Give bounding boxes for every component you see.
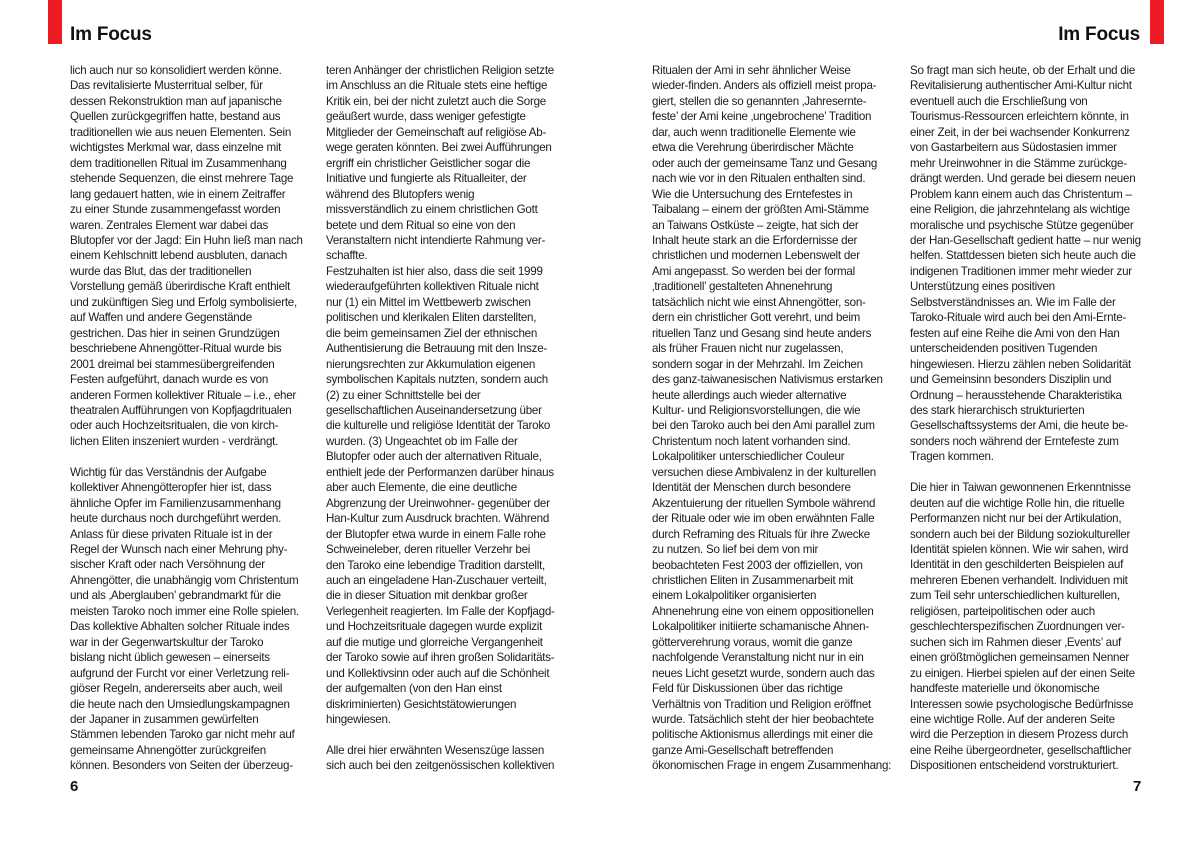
left-page-header: Im Focus bbox=[70, 24, 152, 45]
column-1 bbox=[70, 63, 310, 774]
right-accent-bar bbox=[1150, 0, 1164, 44]
column-4 bbox=[910, 63, 1155, 774]
left-accent-bar bbox=[48, 0, 62, 44]
paragraph: Ritualen der Ami in sehr ähnlicher Weise wieder-finden. Anders als offiziell meist propa- giert, stellen die so genannten ‚Jahresernte- feste’ der Ami keine ‚ungebrochene’ Tradition dar, auch wenn traditionelle Elemente wie etwa die Verehrung überirdischer Mächte oder auch der gemeinsame Tanz und Gesang nach wie vor in den Ritualen enthalten sind. Wie die Untersuchung des Erntefestes in Taibalang – einem der größten Ami-Stämme an Taiwans Ostküste – zeigte, hat sich der Inhalt heute stark an die Erfordernisse der christlichen und modernen Lebenswelt der Ami angepasst. So werden bei der formal ‚traditionell’ gestalteten Ahnenehrung tatsächlich nicht wie einst Ahnengötter, son- dern ein christlicher Gott verehrt, und beim rituellen Tanz und Gesang sind heute anders als früher Frauen nicht nur zugelassen, sondern sogar in der Mehrzahl. Im Zeichen des ganz-taiwanesischen Nativismus erstarken heute allerdings auch wieder alternative Kultur- und Religionsvorstellungen, die wie bei den Taroko auch bei den Ami parallel zum Christentum noch latent vorhanden sind. Lokalpolitiker unterschiedlicher Couleur versuchen diese Ambivalenz in der kulturellen Identität der Menschen durch besondere Akzentuierung der rituellen Symbole während der Rituale oder wie im oben erwähnten Falle durch Reframing des Rituals für ihre Zwecke zu nutzen. So lief bei dem von mir beobachteten Fest 2003 der offiziellen, von christlichen Eliten in Zusammenarbeit mit einem Lokalpolitiker organisierten Ahnenehrung eine von einem oppositionellen Lokalpolitiker initiierte schamanische Ahnen- götterverehrung voraus, womit die ganze nachfolgende Veranstaltung nicht nur in ein neues Licht gesetzt wurde, sondern auch das Feld für Diskussionen über das richtige Verhältnis von Tradition und Religion eröffnet wurde. Tatsächlich steht der hier beobachtete politische Aktionismus allerdings mit einer die ganze Ami-Gesellschaft betreffenden ökonomischen Frage in engem Zusammenhang: bbox=[652, 64, 892, 773]
paragraph: lich auch nur so konsolidiert werden könne. Das revitalisierte Musterritual selber, für dessen Rekonstruktion man auf japanische Quellen zurückgegriffen hatte, bestand aus traditionellen wie aus neuen Elementen. Sein wichtigstes Merkmal war, dass einzelne mit dem traditionellen Ritual im Zusammenhang stehende Sequenzen, die einst mehrere Tage lang gedauert hatten, wie in einem Zeitraffer zu einer Stunde zusammengefasst worden waren. Zentrales Element war dabei das Blutopfer vor der Jagd: Ein Huhn ließ man nach einem Kehlschnitt lebend ausbluten, danach wurde das Blut, das der traditionellen Vorstellung gemäß überirdische Kraft enthielt und zukünftigen Sieg und Erfolg symbolisierte, auf Waffen und andere Gegenstände gestrichen. Das hier in seinen Grundzügen beschriebene Ahnengötter-Ritual wurde bis 2001 dreimal bei stammesübergreifenden Festen aufgeführt, danach wurde es von anderen Formen kollektiver Rituale – i.e., eher theatralen Aufführungen von Kopfjagdritualen oder auch Hochzeitsritualen, die von kirch- lichen Eliten inszeniert wurden - verdrängt. bbox=[70, 64, 303, 448]
column-3 bbox=[652, 63, 897, 774]
right-page-number: 7 bbox=[1133, 778, 1142, 795]
paragraph: Die hier in Taiwan gewonnenen Erkenntnisse deuten auf die wichtige Rolle hin, die rituelle Performanzen nicht nur bei der Artikulation, sondern auch bei der Bildung soziokultureller Identität spielen können. Wie wir sahen, wird Identität in den geschilderten Beispielen auf mehreren Ebenen verhandelt. Individuen mit zum Teil sehr unterschiedlichen kulturellen, religiösen, parteipolitischen oder auch geschlechterspezifischen Zuordnungen ver- suchen sich im Rahmen dieser ‚Events’ auf einen größtmöglichen gemeinsamen Nenner zu einigen. Hierbei spielen auf der einen Seite handfeste materielle und ökonomische Interessen sowie psychologische Bedürfnisse eine wichtige Rolle. Auf der anderen Seite wird die Perzeption in diesem Prozess durch eine Reihe übergeordneter, gesellschaftlicher Dispositionen entscheidend vorstrukturiert. bbox=[910, 481, 1135, 773]
left-page-number: 6 bbox=[70, 778, 79, 795]
paragraph: Alle drei hier erwähnten Wesenszüge lassen sich auch bei den zeitgenössischen kollektiven bbox=[326, 743, 555, 773]
paragraph: So fragt man sich heute, ob der Erhalt und die Revitalisierung authentischer Ami-Kultur nicht eventuell auch die Erschließung von Tourismus-Ressourcen erleichtern könnte, in einer Zeit, in der bei wachsender Konkurrenz von Gastarbeitern aus Südostasien immer mehr Ureinwohner in die Stämme zurückge- drängt werden. Und gerade bei diesem neuen Problem kann einem auch das Christentum – eine Religion, die jahrzehntelang als wichtige moralische und psychische Stütze gegenüber der Han-Gesellschaft gedient hatte – nur wenig helfen. Stattdessen bieten sich heute auch die indigenen Traditionen immer mehr wieder zur Unterstützung eines positiven Selbstverständnisses an. Wie im Falle der Taroko-Rituale wird auch bei den Ami-Ernte- festen auf eine Reihe die Ami von den Han unterscheidenden positiven Tugenden hingewiesen. Hierzu zählen neben Solidarität und Gemeinsinn besonders Disziplin und Ordnung – herausstehende Charakteristika des stark hierarchisch strukturierten Gesellschaftssystems der Ami, die heute be- sonders noch während der Erntefeste zum Tragen kommen. bbox=[910, 64, 1141, 464]
paragraph: Wichtig für das Verständnis der Aufgabe kollektiver Ahnengötteropfer hier ist, dass ähnliche Opfer im Familienzusammenhang heute durchaus noch durchgeführt werden. Anlass für diese privaten Rituale ist in der Regel der Wunsch nach einer Mehrung phy- sischer Kraft oder nach Versöhnung der Ahnengötter, die unabhängig vom Christentum und als ‚Aberglauben’ gebrandmarkt für die meisten Taroko noch immer eine Rolle spielen. Das kollektive Abhalten solcher Rituale indes war in der Gegenwartskultur der Taroko bislang nicht üblich gewesen – einerseits aufgrund der Furcht vor einer Verletzung reli- giöser Regeln, andererseits aber auch, weil die heute nach den Umsiedlungskampagnen der Japaner in zusammen gewürfelten Stämmen lebenden Taroko gar nicht mehr auf gemeinsame Ahnengötter zurückgreifen können. Besonders von Seiten der überzeug- bbox=[70, 465, 299, 773]
paragraph: teren Anhänger der christlichen Religion setzte im Anschluss an die Rituale stets eine heftige Kritik ein, bei der nicht zuletzt auch die Sorge geäußert wurde, dass weniger gefestigte Mitglieder der Gemeinschaft auf religiöse Ab- wege geraten könnten. Bei zwei Aufführungen ergriff ein christlicher Geistlicher sogar die Initiative und fungierte als Ritualleiter, der während des Blutopfers wenig missverständlich zu einem christlichen Gott betete und dem Ritual so eine von den Veranstaltern nicht intendierte Rahmung ver- schaffte. Festzuhalten ist hier also, dass die seit 1999 wiederaufgeführten kollektiven Rituale nicht nur (1) ein Mittel im Wettbewerb zwischen politischen und klerikalen Eliten darstellten, die beim gemeinsamen Ziel der ethnischen Authentisierung die Betrauung mit den Insze- nierungsrechten zur Akkumulation eigenen symbolischen Kapitals nutzten, sondern auch (2) zu einer Schnittstelle bei der gesellschaftlichen Auseinandersetzung über die kulturelle und religiöse Identität der Taroko wurden. (3) Ungeachtet ob im Falle der Blutopfer oder auch der alternativen Rituale, enthielt jede der Performanzen darüber hinaus aber auch Elemente, die eine deutliche Abgrenzung der Ureinwohner- gegenüber der Han-Kultur zum Ausdruck brachten. Während der Blutopfer etwa wurde in einem Falle rohe Schweineleber, deren ritueller Verzehr bei den Taroko eine lebendige Tradition darstellt, auch an eingeladene Han-Zuschauer verteilt, die in dieser Situation mit denkbar großer Verlegenheit reagierten. Im Falle der Kopfjagd- und Hochzeitsrituale dagegen wurde explizit auf die mutige und glorreiche Vergangenheit der Taroko sowie auf ihren großen Solidaritäts- und Kollektivsinn oder auch auf die Schönheit der aufgemalten (von den Han einst diskriminierten) Gesichtstätowierungen hingewiesen. bbox=[326, 64, 555, 727]
right-page-header: Im Focus bbox=[1058, 24, 1140, 45]
column-2 bbox=[326, 63, 571, 774]
